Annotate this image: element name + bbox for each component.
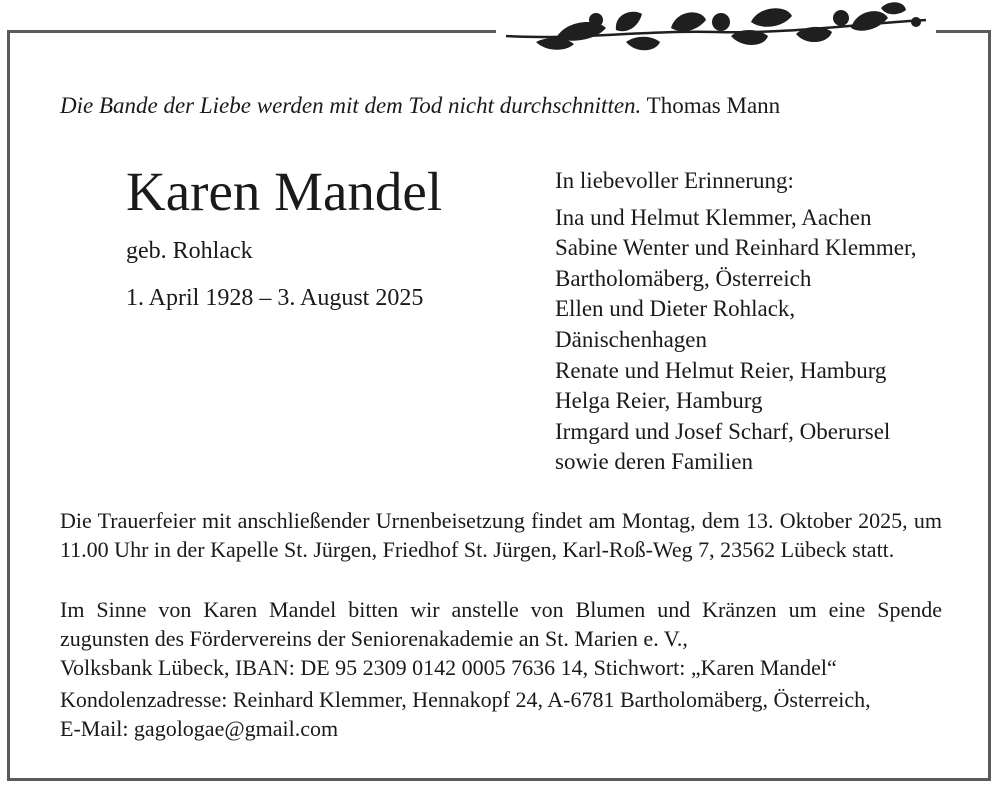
mourners-list	[555, 166, 917, 478]
mourner-line: Dänischenhagen	[555, 326, 707, 352]
vine-ornament-icon	[496, 0, 936, 60]
deceased-name: Karen Mandel	[126, 161, 443, 222]
mourner-line: Renate und Helmut Reier, Hamburg	[555, 357, 887, 383]
quote-text: Die Bande der Liebe werden mit dem Tod nicht durchschnitten.	[60, 93, 642, 118]
epigraph-quote	[60, 93, 780, 119]
mourner-line: Bartholomäberg, Österreich	[555, 265, 812, 291]
mourner-line: Sabine Wenter und Reinhard Klemmer,	[555, 235, 917, 261]
quote-author: Thomas Mann	[646, 93, 781, 118]
funeral-notice: Die Trauerfeier mit anschließender Urnenbeisetzung findet am Montag, dem 13. Oktober 2025, um 11.00 Uhr in der Kapelle St. Jürgen, Friedhof St. Jürgen, Karl-Roß-Weg 7, 23562 Lübeck statt.	[60, 508, 942, 562]
donation-text: Im Sinne von Karen Mandel bitten wir anstelle von Blumen und Kränzen um eine Spende zugunsten des Fördervereins der Seniorenakademie an St. Marien e. V.,	[60, 597, 942, 651]
condolence-notice	[60, 685, 942, 743]
mourner-line: Helga Reier, Hamburg	[555, 388, 763, 414]
mourner-line: Ellen und Dieter Rohlack,	[555, 296, 796, 322]
condolence-email: E-Mail: gagologae@gmail.com	[60, 716, 339, 741]
mourner-line: sowie deren Familien	[555, 449, 754, 475]
donation-notice	[60, 595, 942, 682]
condolence-address: Kondolenzadresse: Reinhard Klemmer, Hennakopf 24, A-6781 Bartholomäberg, Österreich,	[60, 687, 871, 712]
donation-bank-details: Volksbank Lübeck, IBAN: DE 95 2309 0142 0005 7636 14, Stichwort: „Karen Mandel“	[60, 655, 837, 680]
mourner-line: Ina und Helmut Klemmer, Aachen	[555, 204, 872, 230]
mourners-heading: In liebevoller Erinnerung:	[555, 168, 794, 193]
mourner-line: Irmgard und Josef Scharf, Oberursel	[555, 418, 891, 444]
life-dates: 1. April 1928 – 3. August 2025	[126, 285, 424, 311]
birth-name: geb. Rohlack	[126, 238, 253, 264]
